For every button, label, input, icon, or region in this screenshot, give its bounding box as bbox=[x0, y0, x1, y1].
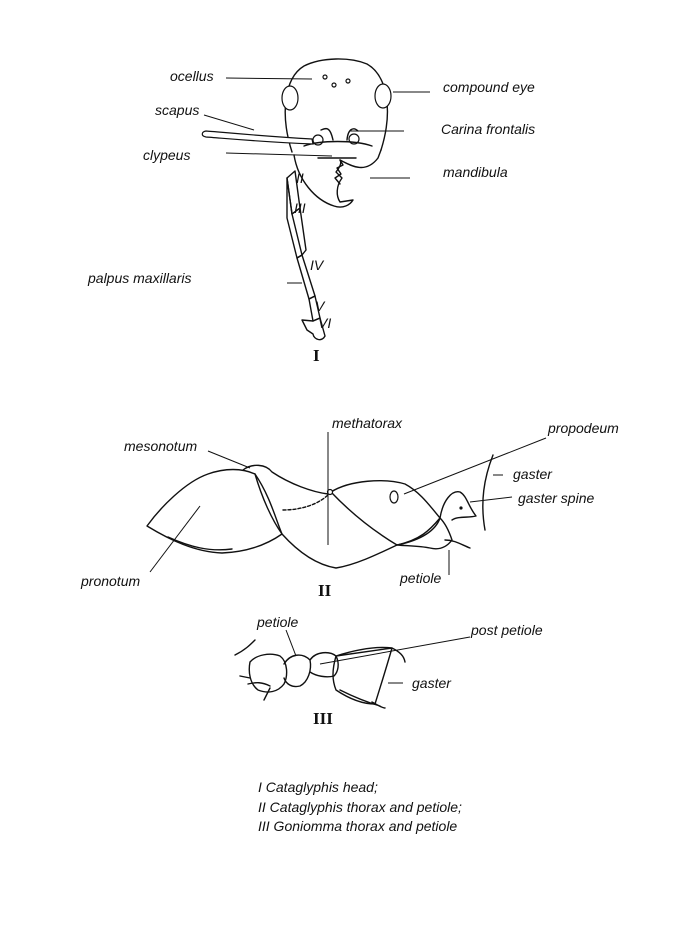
propodeum bbox=[331, 481, 440, 545]
right-compound-eye bbox=[375, 84, 391, 108]
segment-numeral-iii: III bbox=[294, 200, 306, 216]
label-pronotum: pronotum bbox=[81, 573, 141, 589]
leader-gaster-spine bbox=[470, 497, 512, 502]
label-carina-frontalis: Carina frontalis bbox=[441, 121, 536, 137]
mesonotum bbox=[243, 465, 328, 494]
gaster-ii bbox=[483, 455, 493, 530]
segment-numeral-vi: VI bbox=[318, 315, 332, 331]
gaster-iii bbox=[333, 647, 405, 704]
label-petiole-ii: petiole bbox=[400, 570, 442, 586]
label-post-petiole: post petiole bbox=[471, 622, 543, 638]
caption-line-1: I Cataglyphis head; bbox=[258, 779, 378, 795]
pronotum-inner bbox=[168, 537, 232, 550]
left-compound-eye bbox=[282, 86, 298, 110]
pronotum bbox=[147, 470, 282, 554]
gaster-spine-shape bbox=[440, 492, 476, 520]
figure-ii-numeral: II bbox=[318, 581, 332, 600]
leader-mesonotum bbox=[208, 451, 250, 468]
label-gaster-ii: gaster bbox=[513, 466, 552, 482]
figure-ii-thorax bbox=[80, 415, 619, 600]
petiole-ii bbox=[397, 518, 452, 549]
petiole-iii bbox=[284, 655, 311, 686]
thorax-iii-top bbox=[235, 640, 255, 655]
mesonotum-lower bbox=[255, 474, 397, 568]
label-propodeum: propodeum bbox=[548, 420, 619, 436]
caption-line-2: II Cataglyphis thorax and petiole; bbox=[258, 798, 462, 815]
leader-clypeus bbox=[226, 153, 332, 156]
ocellus-mid bbox=[323, 75, 327, 79]
label-ocellus: ocellus bbox=[170, 68, 214, 84]
leader-petiole-iii bbox=[286, 630, 296, 656]
label-mesonotum: mesonotum bbox=[124, 438, 198, 454]
palpus-maxillaris bbox=[287, 170, 331, 340]
metathorax-suture bbox=[283, 494, 329, 510]
thorax-iii-node bbox=[249, 654, 286, 692]
label-gaster-spine: gaster spine bbox=[518, 490, 595, 506]
leader-ocellus bbox=[226, 78, 312, 79]
label-petiole-iii: petiole bbox=[257, 614, 299, 630]
scapus bbox=[202, 131, 313, 144]
label-clypeus: clypeus bbox=[143, 147, 191, 163]
label-gaster-iii: gaster bbox=[412, 675, 451, 691]
gaster-spine-dot bbox=[459, 506, 462, 509]
label-compound-eye: compound eye bbox=[443, 79, 535, 95]
leader-pronotum bbox=[150, 506, 200, 572]
leader-scapus bbox=[204, 115, 254, 130]
figure-iii-numeral: III bbox=[313, 709, 333, 728]
label-palpus-maxillaris: palpus maxillaris bbox=[88, 270, 192, 286]
ocellus-right bbox=[346, 79, 350, 83]
ocellus-left bbox=[332, 83, 336, 87]
label-scapus: scapus bbox=[155, 102, 200, 118]
figure-i-head bbox=[87, 59, 535, 365]
label-methatorax: methatorax bbox=[332, 415, 403, 431]
leader-post-petiole bbox=[320, 637, 470, 664]
figure-i-numeral: I bbox=[313, 346, 320, 365]
segment-numeral-ii: II bbox=[296, 170, 304, 186]
propodeal-spiracle bbox=[390, 491, 398, 503]
figure-iii-goniomma bbox=[235, 614, 543, 728]
caption-line-3: III Goniomma thorax and petiole bbox=[258, 818, 458, 834]
figure-caption bbox=[258, 778, 462, 837]
segment-numeral-v: V bbox=[315, 298, 325, 314]
label-mandibula: mandibula bbox=[443, 164, 508, 180]
segment-numeral-iv: IV bbox=[310, 257, 324, 273]
